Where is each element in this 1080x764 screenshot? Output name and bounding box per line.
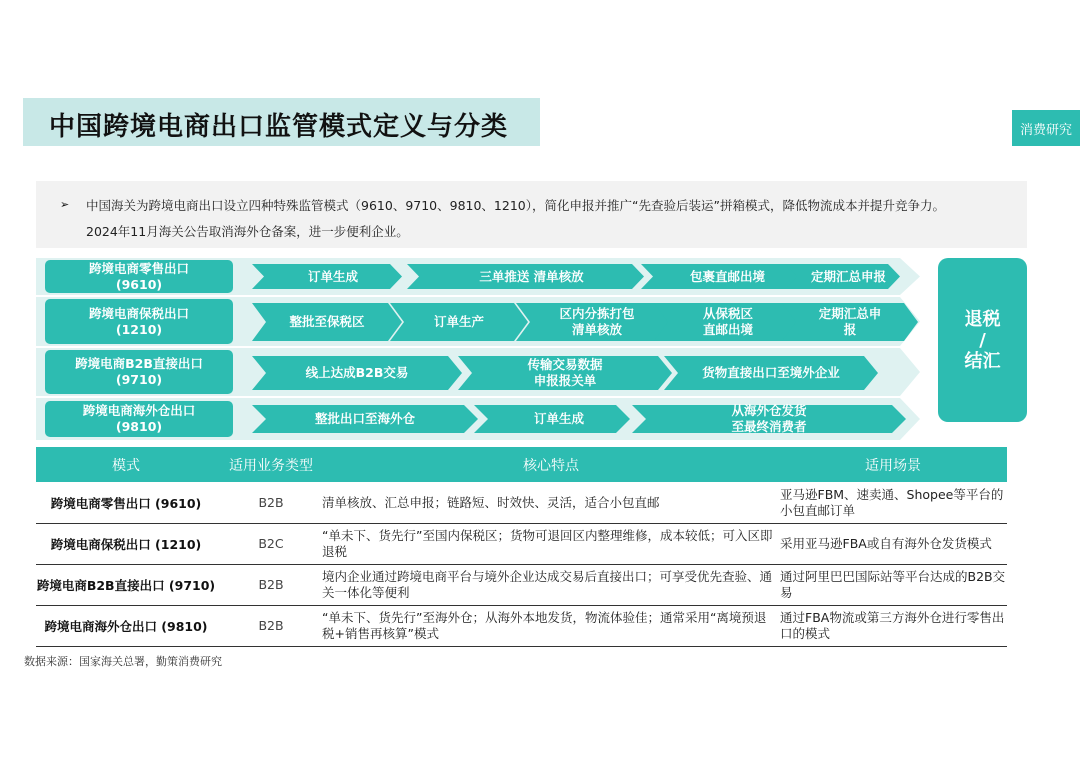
mode-code: (9610) [115,276,163,292]
cell-type: B2C [258,536,284,551]
mode-button-9610 [45,260,233,293]
cell-mode: 跨境电商海外仓出口 (9810) [44,618,208,634]
column-header-type: 适用业务类型 [229,457,313,474]
step-label: 订单生成 [533,411,584,426]
cell-scenario: 采用亚马逊FBA或自有海外仓发货模式 [780,535,992,551]
cell-type: B2B [258,618,284,633]
step-label: 货物直接出口至境外企业 [702,365,840,380]
tax-refund-settlement-box [938,258,1027,422]
tax-box-line-2: / [979,329,986,351]
step-label: 从保税区 直邮出境 [702,306,753,337]
cell-mode: 跨境电商保税出口 (1210) [50,536,202,552]
step-label: 整批出口至海外仓 [314,411,415,426]
step-label: 三单推送 清单核放 [479,268,584,284]
bullet-arrow-icon: ➢ [60,198,70,211]
step-label: 订单生成 [307,268,358,284]
data-source-note: 数据来源：国家海关总署，勤策消费研究 [24,655,222,668]
mode-code: (9710) [115,372,163,387]
cell-mode: 跨境电商B2B直接出口 (9710) [36,577,216,593]
table-row [36,605,1007,647]
step-label: 定期汇总申报 [810,268,886,284]
cell-scenario: 亚马逊FBM、速卖通、Shopee等平台的小包直邮订单 [780,486,1004,518]
title-banner [23,98,540,146]
step-label: 传输交易数据 申报报关单 [527,357,603,388]
mode-button-9710 [45,350,233,394]
table-row [36,482,1007,524]
mode-button-1210 [45,299,233,344]
step-label: 整批至保税区 [289,314,365,329]
intro-box [36,181,1027,248]
table-row [36,564,1007,606]
page-title: 中国跨境电商出口监管模式定义与分类 [49,112,509,142]
step-label: 从海外仓发货 至最终消费者 [731,403,807,434]
cell-features: “单未下、货先行”至国内保税区；货物可退回区内整理维修，成本较低；可入区即退税 [322,527,773,559]
column-header-mode: 模式 [112,457,140,474]
table-header [36,447,1007,482]
cell-type: B2B [258,495,284,510]
flow-row-1210 [36,297,920,346]
mode-button-9810 [45,401,233,437]
mode-name: 跨境电商海外仓出口 [82,403,196,418]
mode-name: 跨境电商B2B直接出口 [75,356,203,371]
cell-scenario: 通过FBA物流或第三方海外仓进行零售出口的模式 [780,609,1005,641]
cell-mode: 跨境电商零售出口 (9610) [50,495,202,511]
step-label: 线上达成B2B交易 [305,365,409,380]
mode-code: (1210) [115,321,163,337]
brand-tag: 消费研究 [1012,110,1080,146]
step-label: 订单生产 [433,314,484,329]
cell-features: “单未下、货先行”至海外仓；从海外本地发货，物流体验佳；通常采用“离境预退税+销售再核算”模式 [322,609,767,641]
intro-text-line-1: 中国海关为跨境电商出口设立四种特殊监管模式（9610、9710、9810、1210），简化申报并推广“先查验后装运”拼箱模式，降低物流成本并提升竞争力。 [86,198,945,213]
intro-text-line-2: 2024年11月海关公告取消海外仓备案，进一步便利企业。 [86,224,409,239]
cell-features: 清单核放、汇总申报；链路短、时效快、灵活，适合小包直邮 [322,494,660,510]
step-label: 定期汇总申 报 [818,306,882,337]
cell-type: B2B [258,577,284,592]
table-row [36,523,1007,565]
column-header-features: 核心特点 [523,457,579,474]
mode-name: 跨境电商零售出口 [88,260,189,276]
flow-row-9810 [36,398,920,440]
cell-scenario: 通过阿里巴巴国际站等平台达成的B2B交易 [780,568,1006,600]
mode-name: 跨境电商保税出口 [88,305,189,321]
step-label: 包裹直邮出境 [689,268,765,284]
column-header-scenario: 适用场景 [865,457,921,474]
mode-code: (9810) [115,419,163,434]
flow-row-9710 [36,348,920,396]
cell-features: 境内企业通过跨境电商平台与境外企业达成交易后直接出口；可享受优先查验、通关一体化等便利 [322,568,773,600]
step-label: 区内分拣打包 清单核放 [559,306,635,337]
tax-box-line-1: 退税 [964,308,1001,330]
tax-box-line-3: 结汇 [964,350,1001,372]
flow-row-9610 [36,258,920,295]
